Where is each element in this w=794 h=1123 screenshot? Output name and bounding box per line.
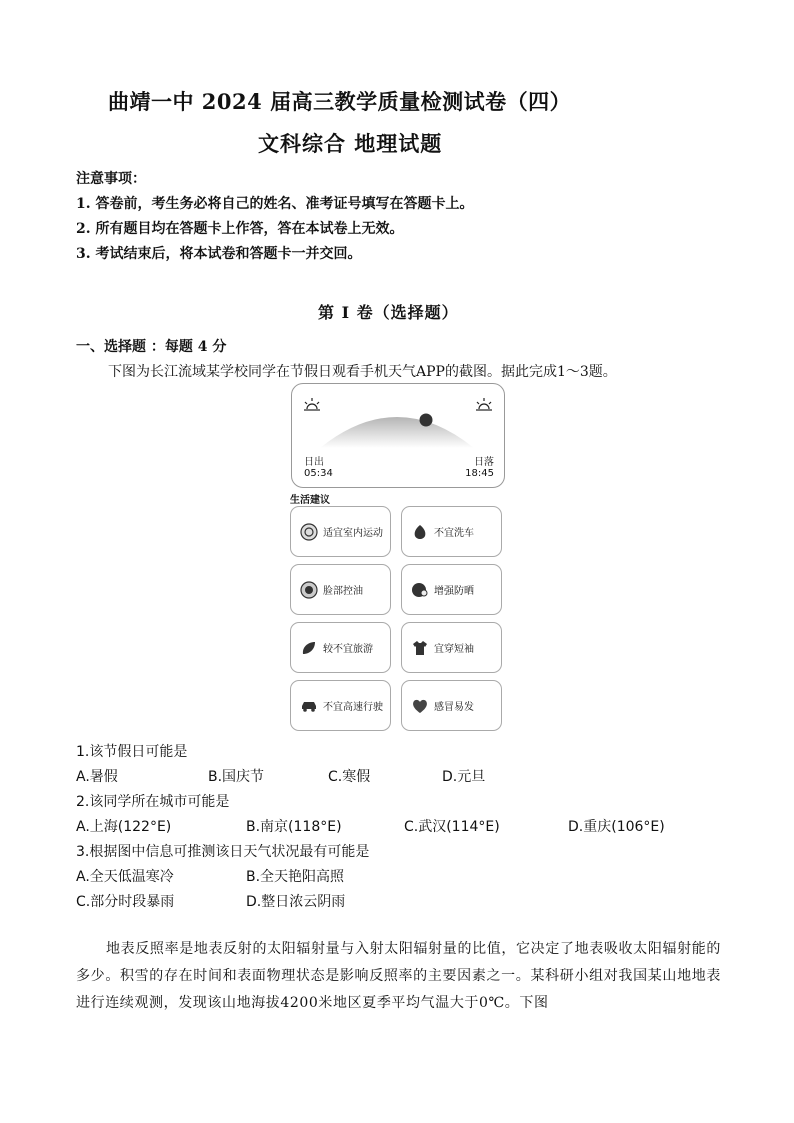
life-advice-label: 生活建议 — [290, 495, 330, 506]
tile-label: 脸部控油 — [323, 586, 363, 597]
option-d: D.元旦 — [442, 769, 486, 785]
question-stem: 1.该节假日可能是 — [76, 744, 188, 760]
option-b: B.南京(118°E) — [246, 819, 342, 835]
tile-label: 适宜室内运动 — [323, 528, 383, 539]
advice-tile — [290, 680, 391, 731]
option-a: A.全天低温寒冷 — [76, 869, 174, 885]
notice-item: 1. 答卷前，考生务必将自己的姓名、准考证号填写在答题卡上。 — [76, 196, 474, 212]
option-d: D.整日浓云阴雨 — [246, 894, 346, 910]
section-title: 第 I 卷（选择题） — [318, 303, 459, 322]
car-wash-icon — [411, 523, 429, 541]
travel-icon — [300, 639, 318, 657]
part-heading: 一、选择题 ：每题 4 分 — [76, 339, 227, 355]
advice-tile — [290, 622, 391, 673]
car-icon — [300, 697, 318, 715]
sun-arc-card — [291, 383, 505, 488]
advice-tile — [290, 506, 391, 557]
tile-label: 宜穿短袖 — [434, 644, 474, 655]
option-c: C.部分时段暴雨 — [76, 894, 175, 910]
sunrise-time: 05:34 — [304, 468, 333, 479]
question-stem: 3.根据图中信息可推测该日天气状况最有可能是 — [76, 844, 370, 860]
tile-label: 较不宜旅游 — [323, 644, 373, 655]
face-oil-icon — [300, 581, 318, 599]
tile-label: 不宜高速行驶 — [323, 702, 383, 713]
question-intro: 下图为长江流域某学校同学在节假日观看手机天气APP的截图。据此完成1～3题。 — [108, 364, 617, 380]
notice-item: 3. 考试结束后，将本试卷和答题卡一并交回。 — [76, 246, 362, 262]
option-c: C.武汉(114°E) — [404, 819, 500, 835]
exam-subtitle: 文科综合 地理试题 — [258, 131, 443, 156]
advice-tile — [401, 680, 502, 731]
reading-passage: 地表反照率是地表反射的太阳辐射量与入射太阳辐射量的比值，它决定了地表吸收太阳辐射能的多少。积雪的存在时间和表面物理状态是影响反照率的主要因素之一。某科研小组对我国某山地地表进行连续观测，发现该山地海拔4200米地区夏季平均气温大于0℃。下图 — [76, 941, 721, 1011]
tile-label: 不宜洗车 — [434, 528, 474, 539]
option-c: C.寒假 — [328, 769, 371, 785]
tile-label: 感冒易发 — [434, 702, 474, 713]
notice-heading: 注意事项： — [76, 171, 146, 187]
option-b: B.国庆节 — [208, 769, 265, 785]
option-d: D.重庆(106°E) — [568, 819, 665, 835]
option-b: B.全天艳阳高照 — [246, 869, 345, 885]
advice-tile — [290, 564, 391, 615]
option-a: A.暑假 — [76, 769, 118, 785]
sun-dot — [420, 414, 433, 427]
sunset-icon — [476, 398, 492, 410]
option-a: A.上海(122°E) — [76, 819, 172, 835]
question-stem: 2.该同学所在城市可能是 — [76, 794, 230, 810]
advice-tile — [401, 506, 502, 557]
sunrise-label: 日出 — [304, 457, 324, 468]
sport-icon — [300, 523, 318, 541]
sunrise-icon — [304, 398, 320, 410]
advice-tile — [401, 564, 502, 615]
sunscreen-icon — [411, 581, 429, 599]
exam-title: 曲靖一中 2024 届高三教学质量检测试卷（四） — [108, 89, 572, 114]
heart-icon — [411, 697, 429, 715]
advice-tile — [401, 622, 502, 673]
sunset-time: 18:45 — [465, 468, 494, 479]
tile-label: 增强防晒 — [434, 586, 474, 597]
tshirt-icon — [411, 639, 429, 657]
notice-item: 2. 所有题目均在答题卡上作答，答在本试卷上无效。 — [76, 221, 404, 237]
sunset-label: 日落 — [474, 457, 494, 468]
